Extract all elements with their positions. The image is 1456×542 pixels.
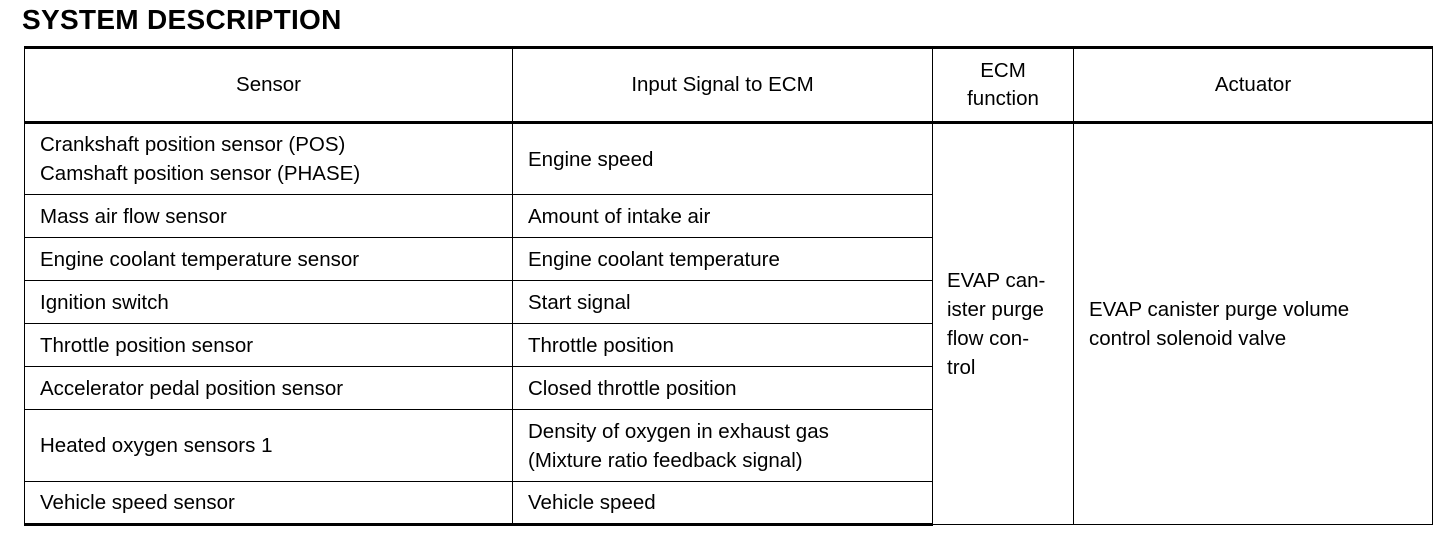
sensor-cell: Engine coolant temperature sensor [25, 238, 513, 281]
input-cell: Engine coolant temperature [513, 238, 933, 281]
sensor-text: Camshaft position sensor (PHASE) [40, 162, 361, 185]
ecm-function-text: flow con- [947, 327, 1030, 350]
input-cell: Throttle position [513, 324, 933, 367]
ecm-function-text: trol [947, 356, 976, 379]
input-text: (Mixture ratio feedback signal) [528, 448, 803, 472]
header-ecm-line2: function [967, 87, 1039, 110]
header-input-signal: Input Signal to ECM [513, 48, 933, 123]
system-description-table [24, 46, 1433, 526]
header-ecm-line1: ECM [980, 59, 1026, 82]
input-text: Engine speed [528, 147, 654, 171]
sensor-cell: Mass air flow sensor [25, 195, 513, 238]
header-ecm-function [933, 48, 1074, 123]
table-header-row [25, 48, 1433, 123]
actuator-text: EVAP canister purge volume [1089, 298, 1350, 321]
input-cell: Start signal [513, 281, 933, 324]
ecm-function-cell [933, 123, 1074, 525]
header-actuator: Actuator [1074, 48, 1433, 123]
sensor-cell: Heated oxygen sensors 1 [25, 410, 513, 482]
input-cell: Vehicle speed [513, 482, 933, 525]
sensor-cell: Accelerator pedal position sensor [25, 367, 513, 410]
table-row [25, 123, 1433, 195]
input-text: Density of oxygen in exhaust gas [528, 419, 829, 443]
sensor-cell [25, 123, 513, 195]
actuator-cell [1074, 123, 1433, 525]
input-cell [513, 410, 933, 482]
input-cell [513, 123, 933, 195]
input-cell: Closed throttle position [513, 367, 933, 410]
header-sensor: Sensor [25, 48, 513, 123]
ecm-function-text: EVAP can- [947, 269, 1046, 292]
sensor-cell: Throttle position sensor [25, 324, 513, 367]
page-title: SYSTEM DESCRIPTION [22, 4, 342, 35]
sensor-cell: Ignition switch [25, 281, 513, 324]
input-cell: Amount of intake air [513, 195, 933, 238]
ecm-function-text: ister purge [947, 298, 1044, 321]
actuator-text: control solenoid valve [1089, 327, 1287, 350]
sensor-cell: Vehicle speed sensor [25, 482, 513, 525]
sensor-text: Crankshaft position sensor (POS) [40, 133, 346, 156]
